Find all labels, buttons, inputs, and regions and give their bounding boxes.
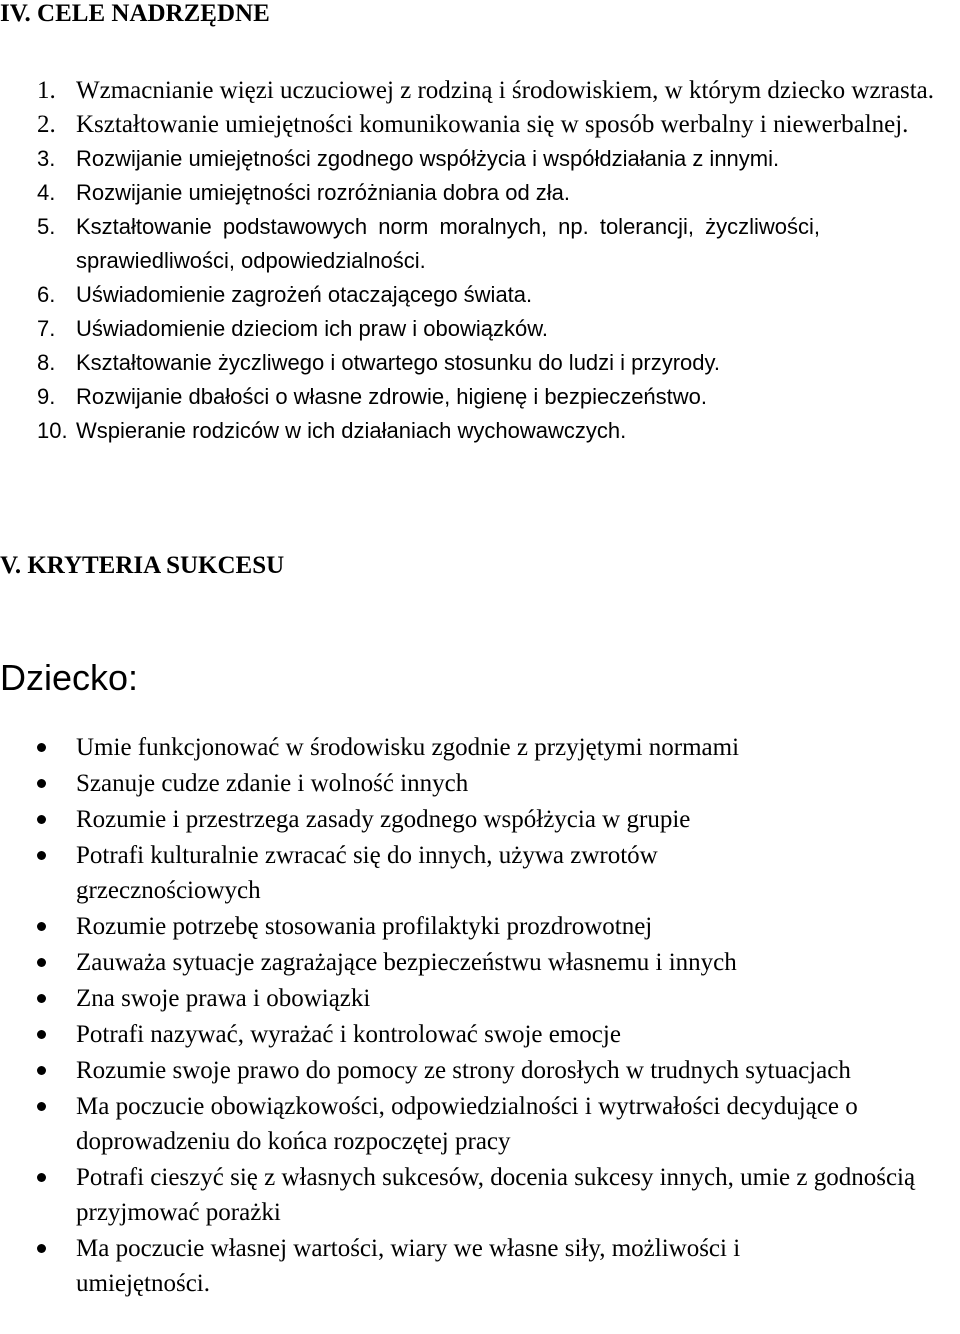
bullet-icon <box>37 922 46 931</box>
criterion-text: Rozumie swoje prawo do pomocy ze strony dorosłych w trudnych sytuacjach <box>76 1057 851 1084</box>
goal-number: 6. <box>37 282 56 307</box>
criterion-item <box>0 1017 960 1052</box>
success-criteria-list <box>0 730 960 1302</box>
goal-item <box>0 380 960 414</box>
goal-number: 4. <box>37 180 56 205</box>
goal-number: 8. <box>37 350 56 375</box>
goal-number: 9. <box>37 384 56 409</box>
goal-number: 10. <box>37 418 68 443</box>
goal-item <box>0 108 960 142</box>
goal-number: 3. <box>37 146 56 171</box>
goal-text: Uświadomienie zagrożeń otaczającego świata. <box>76 282 533 307</box>
goal-text: Rozwijanie umiejętności zgodnego współżycia i współdziałania z innymi. <box>76 146 780 171</box>
goal-text: Wzmacnianie więzi uczuciowej z rodziną i środowiskiem, w którym dziecko wzrasta. <box>76 77 935 104</box>
bullet-icon <box>37 1173 46 1182</box>
bullet-icon <box>37 851 46 860</box>
criterion-text: Zna swoje prawa i obowiązki <box>76 985 371 1012</box>
criterion-text: Potrafi kulturalnie zwracać się do innych, używa zwrotów grzecznościowych <box>76 842 658 904</box>
goal-text: Kształtowanie życzliwego i otwartego stosunku do ludzi i przyrody. <box>76 350 721 375</box>
goal-item <box>0 346 960 380</box>
bullet-icon <box>37 1244 46 1253</box>
subject-label: Dziecko: <box>0 657 139 698</box>
criterion-text: Ma poczucie własnej wartości, wiary we własne siły, możliwości i umiejętności. <box>76 1235 741 1297</box>
criterion-text: Zauważa sytuacje zagrażające bezpieczeństwu własnemu i innych <box>76 949 737 976</box>
goal-item <box>0 176 960 210</box>
bullet-icon <box>37 743 46 752</box>
goal-text: Uświadomienie dzieciom ich praw i obowiązków. <box>76 316 548 341</box>
criterion-text: Umie funkcjonować w środowisku zgodnie z przyjętymi normami <box>76 734 740 761</box>
goal-number: 1. <box>37 77 56 104</box>
criterion-item <box>0 730 960 765</box>
section-v-heading: V. KRYTERIA SUKCESU <box>0 552 285 579</box>
bullet-icon <box>37 958 46 967</box>
criterion-text: Potrafi cieszyć się z własnych sukcesów, docenia sukcesy innych, umie z godnością przyjmować porażki <box>76 1164 916 1226</box>
goal-number: 5. <box>37 214 56 239</box>
criterion-item <box>0 802 960 837</box>
bullet-icon <box>37 1066 46 1075</box>
goal-text: Wspieranie rodziców w ich działaniach wychowawczych. <box>76 418 627 443</box>
criterion-item <box>0 1160 960 1230</box>
section-iv-heading: IV. CELE NADRZĘDNE <box>0 0 270 27</box>
bullet-icon <box>37 779 46 788</box>
criterion-item <box>0 909 960 944</box>
bullet-icon <box>37 1102 46 1111</box>
criterion-item <box>0 766 960 801</box>
goals-list <box>0 74 960 448</box>
goal-item <box>0 210 960 278</box>
goal-item <box>0 312 960 346</box>
criterion-item <box>0 945 960 980</box>
criterion-item <box>0 1053 960 1088</box>
criterion-item <box>0 838 960 908</box>
criterion-text: Ma poczucie obowiązkowości, odpowiedzialności i wytrwałości decydujące o doprowadzeniu do końca rozpoczętej pracy <box>76 1093 858 1155</box>
bullet-icon <box>37 1030 46 1039</box>
goal-text: Rozwijanie umiejętności rozróżniania dobra od zła. <box>76 180 571 205</box>
bullet-icon <box>37 815 46 824</box>
criterion-text: Szanuje cudze zdanie i wolność innych <box>76 770 469 797</box>
goal-text: Rozwijanie dbałości o własne zdrowie, higienę i bezpieczeństwo. <box>76 384 708 409</box>
goal-number: 7. <box>37 316 56 341</box>
goal-item <box>0 414 960 448</box>
criterion-item <box>0 1089 960 1159</box>
criterion-item <box>0 981 960 1016</box>
goal-item <box>0 142 960 176</box>
goal-text: Kształtowanie umiejętności komunikowania się w sposób werbalny i niewerbalnej. <box>76 111 909 138</box>
bullet-icon <box>37 994 46 1003</box>
goal-number: 2. <box>37 111 56 138</box>
criterion-item <box>0 1231 960 1301</box>
goal-item <box>0 74 960 108</box>
criterion-text: Potrafi nazywać, wyrażać i kontrolować swoje emocje <box>76 1021 621 1048</box>
goal-item <box>0 278 960 312</box>
goal-text: Kształtowanie podstawowych norm moralnych, np. tolerancji, życzliwości, sprawiedliwości, odpowiedzialności. <box>76 214 820 273</box>
criterion-text: Rozumie i przestrzega zasady zgodnego współżycia w grupie <box>76 806 691 833</box>
criterion-text: Rozumie potrzebę stosowania profilaktyki prozdrowotnej <box>76 913 653 940</box>
